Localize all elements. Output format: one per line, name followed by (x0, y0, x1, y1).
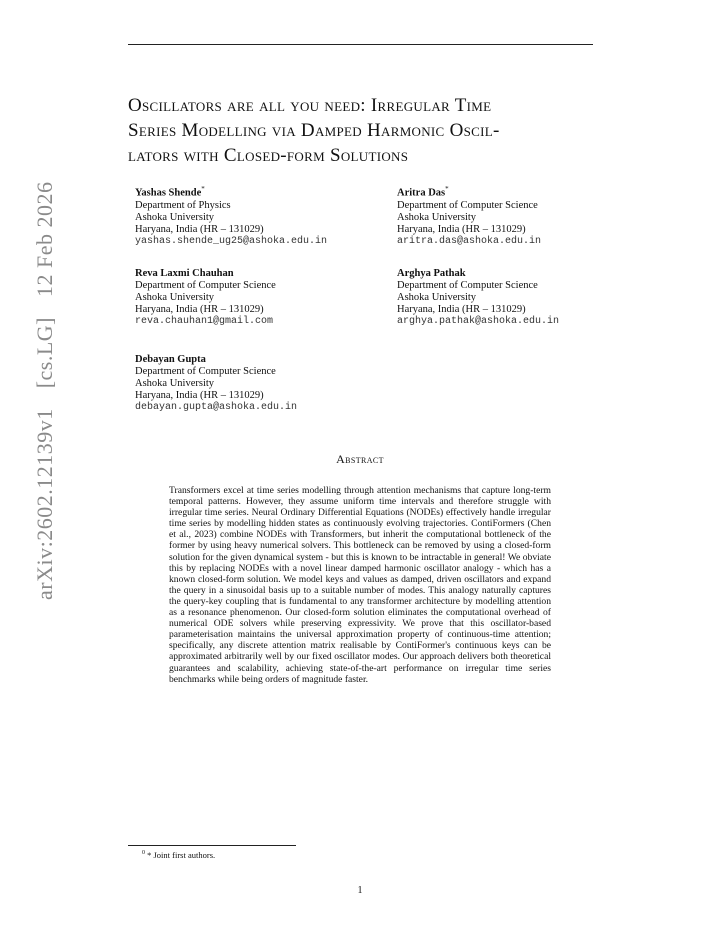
author-location: Haryana, India (HR – 131029) (397, 223, 526, 235)
footnote (142, 850, 215, 860)
abstract-text: Transformers excel at time series modelling through attention mechanisms that capture long-term temporal patterns. However, they assume uniform time intervals and therefore struggle with irregular time series. Neural Ordinary Differential Equations (NODEs) effectively handle irregular time series by modelling hidden states as continuously evolving trajectories. ContiFormers (Chen et al., 2023) combine NODEs with Transformers, but inherit the computational bottleneck of the former by using heavy numerical solvers. This bottleneck can be removed by using a closed-form solution for the given dynamical system - but this is known to be intractable in general! We obviate this by replacing NODEs with a novel linear damped harmonic oscillator analogy - which has a known closed-form solution. We model keys and values as damped, driven oscillators and expand the query in a sinusoidal basis up to a suitable number of modes. This analogy naturally captures the query-key coupling that is fundamental to any transformer architecture by modelling attention as a resonance phenomenon. Our closed-form solution eliminates the computational overhead of numerical ODE solvers while preserving expressivity. We prove that this oscillator-based parameterisation maintains the universal approximation property of continuous-time attention; specifically, any discrete attention matrix realisable by ContiFormer's continuous keys can be approximated arbitrarily well by our fixed oscillator modes. Our approach delivers both theoretical guarantees and scalability, achieving state-of-the-art performance on irregular time series benchmarks while being orders of magnitude faster. (169, 485, 551, 685)
author-email[interactable]: yashas.shende_ug25@ashoka.edu.in (135, 235, 328, 247)
author-location: Haryana, India (HR – 131029) (135, 304, 264, 315)
author-university: Ashoka University (397, 292, 477, 303)
title-line: Series Modelling via Damped Harmonic Oscil- (128, 120, 500, 141)
paper-title (128, 93, 598, 168)
author-department: Department of Physics (135, 199, 231, 211)
footnote-text: * Joint first authors. (147, 850, 216, 860)
author-department: Department of Computer Science (397, 199, 538, 211)
footnote-rule (128, 845, 296, 846)
author-location: Haryana, India (HR – 131029) (135, 390, 264, 401)
author-name: Arghya Pathak (397, 268, 466, 279)
author-department: Department of Computer Science (135, 366, 276, 377)
author-location: Haryana, India (HR – 131029) (397, 304, 526, 315)
title-line: lators with Closed-form Solutions (128, 145, 409, 166)
author-university: Ashoka University (397, 211, 477, 223)
author-name: Yashas Shende* (135, 185, 205, 199)
author-name: Reva Laxmi Chauhan (135, 268, 234, 279)
author-department: Department of Computer Science (397, 280, 538, 291)
top-rule (128, 44, 593, 45)
author-block (135, 354, 297, 414)
title-line: Oscillators are all you need: Irregular Time (128, 95, 492, 116)
arxiv-id: arXiv:2602.12139v1 (32, 408, 57, 600)
arxiv-date: 12 Feb 2026 (32, 181, 57, 297)
footnote-mark: 0 (142, 850, 145, 857)
author-name: Aritra Das* (397, 185, 449, 199)
page-number: 1 (357, 885, 363, 896)
author-block (135, 183, 327, 248)
author-mark: * (201, 185, 205, 193)
author-university: Ashoka University (135, 211, 215, 223)
author-location: Haryana, India (HR – 131029) (135, 223, 264, 235)
arxiv-sidebar-stamp (32, 167, 58, 600)
author-email[interactable]: aritra.das@ashoka.edu.in (397, 235, 542, 247)
arxiv-category: [cs.LG] (32, 316, 57, 389)
author-block (135, 268, 276, 328)
abstract-heading: Abstract (336, 452, 384, 466)
author-email[interactable]: arghya.pathak@ashoka.edu.in (397, 316, 560, 327)
author-email[interactable]: debayan.gupta@ashoka.edu.in (135, 402, 298, 413)
author-mark: * (445, 185, 449, 193)
author-email[interactable]: reva.chauhan1@gmail.com (135, 316, 274, 327)
author-university: Ashoka University (135, 292, 215, 303)
author-block (397, 268, 559, 328)
author-block (397, 183, 541, 248)
author-name: Debayan Gupta (135, 354, 206, 365)
author-university: Ashoka University (135, 378, 215, 389)
author-department: Department of Computer Science (135, 280, 276, 291)
